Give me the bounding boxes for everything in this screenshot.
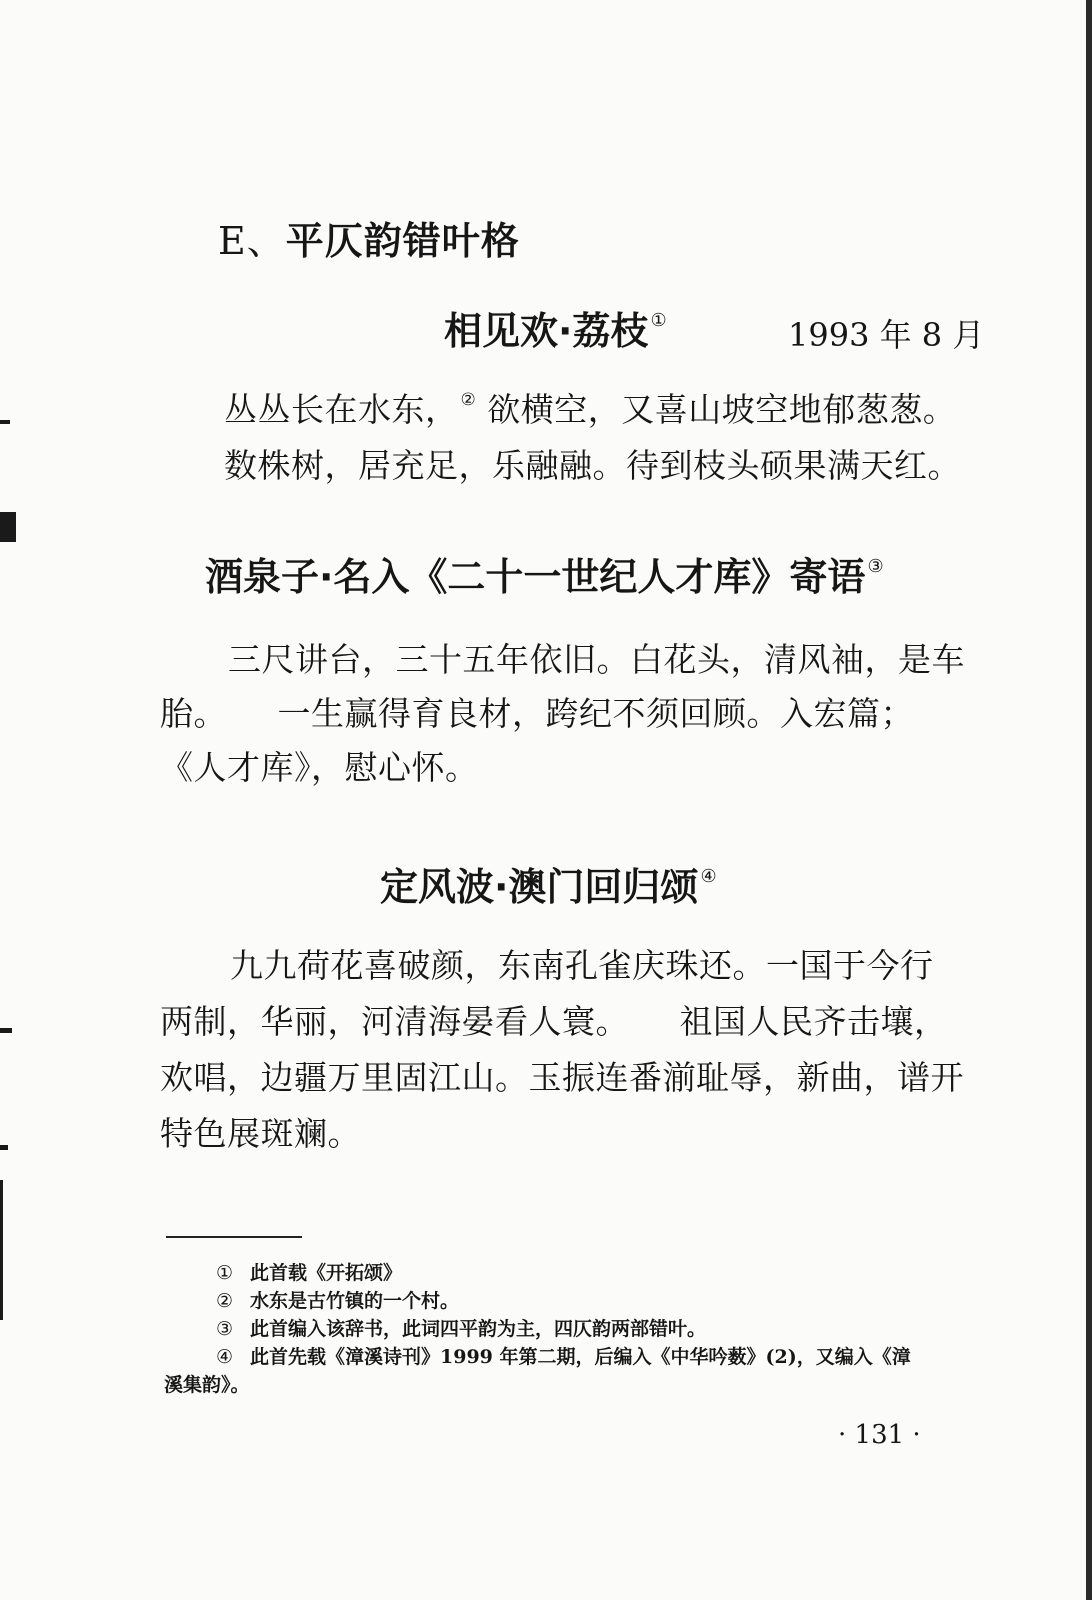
scan-artifact [0, 512, 16, 542]
section-prefix: E、 [218, 219, 286, 263]
footnote [216, 1342, 911, 1369]
poem-line: 三尺讲台，三十五年依旧。白花头，清风袖，是车 [228, 640, 965, 679]
footnote [216, 1286, 459, 1313]
page-number: · 131 · [838, 1420, 921, 1450]
footnote-continuation: 溪集韵》。 [164, 1374, 250, 1396]
scan-artifact [1086, 0, 1092, 1600]
footnote-ref: ③ [867, 556, 884, 577]
poem-date: 1993 年 8 月 [788, 316, 985, 354]
poem-line-text: 欲横空，又喜山坡空地郁葱葱。 [476, 390, 957, 429]
poem-line: 《人才库》，慰心怀。 [160, 748, 479, 787]
footnote-ref: ① [650, 310, 667, 331]
footnote-ref: ② [460, 390, 477, 410]
poem-title [205, 546, 884, 601]
footnote-number: ③ [216, 1318, 234, 1340]
poem-title-text: 相见欢·荔枝 [444, 309, 649, 353]
poem-title [444, 300, 667, 355]
poem-line: 九九荷花喜破颜，东南孔雀庆珠还。一国于今行 [230, 946, 934, 985]
poem-line [224, 384, 956, 431]
poem-line: 特色展斑斓。 [160, 1114, 361, 1153]
scan-artifact [0, 1028, 12, 1033]
footnote [216, 1258, 402, 1285]
footnote [216, 1314, 706, 1341]
poem-title-text: 定风波·澳门回归颂 [380, 865, 699, 909]
section-heading-text: 平仄韵错叶格 [285, 219, 520, 263]
footnote-ref: ④ [700, 866, 717, 887]
poem-line: 两制，华丽，河清海晏看人寰。 祖国人民齐击壤， [160, 1002, 948, 1041]
poem-line: 欢唱，边疆万里固江山。玉振连番湔耻辱，新曲，谱开 [160, 1058, 964, 1097]
footnote-number: ① [216, 1262, 234, 1284]
scan-artifact [0, 1145, 8, 1150]
footnote-text: 此首先载《漳溪诗刊》1999 年第二期，后编入《中华吟薮》(2)，又编入《漳 [250, 1346, 911, 1368]
footnote-text: 此首载《开拓颂》 [250, 1262, 403, 1284]
poem-title [380, 856, 717, 911]
scan-artifact [0, 1180, 3, 1320]
poem-title-text: 酒泉子·名入《二十一世纪人才库》寄语 [205, 555, 866, 599]
poem-line: 数株树，居充足，乐融融。待到枝头硕果满天红。 [224, 446, 961, 485]
poem-line-text: 丛丛长在水东， [224, 390, 459, 429]
footnote-text: 水东是古竹镇的一个村。 [250, 1290, 460, 1312]
scan-artifact [0, 420, 10, 424]
section-heading [218, 210, 520, 265]
footnote-number: ④ [216, 1346, 234, 1368]
poem-line: 胎。 一生赢得育良材，跨纪不须回顾。入宏篇； [160, 694, 914, 733]
footnote-rule [166, 1236, 302, 1238]
footnote-number: ② [216, 1290, 234, 1312]
footnote-text: 此首编入该辞书，此词四平韵为主，四仄韵两部错叶。 [250, 1318, 707, 1340]
